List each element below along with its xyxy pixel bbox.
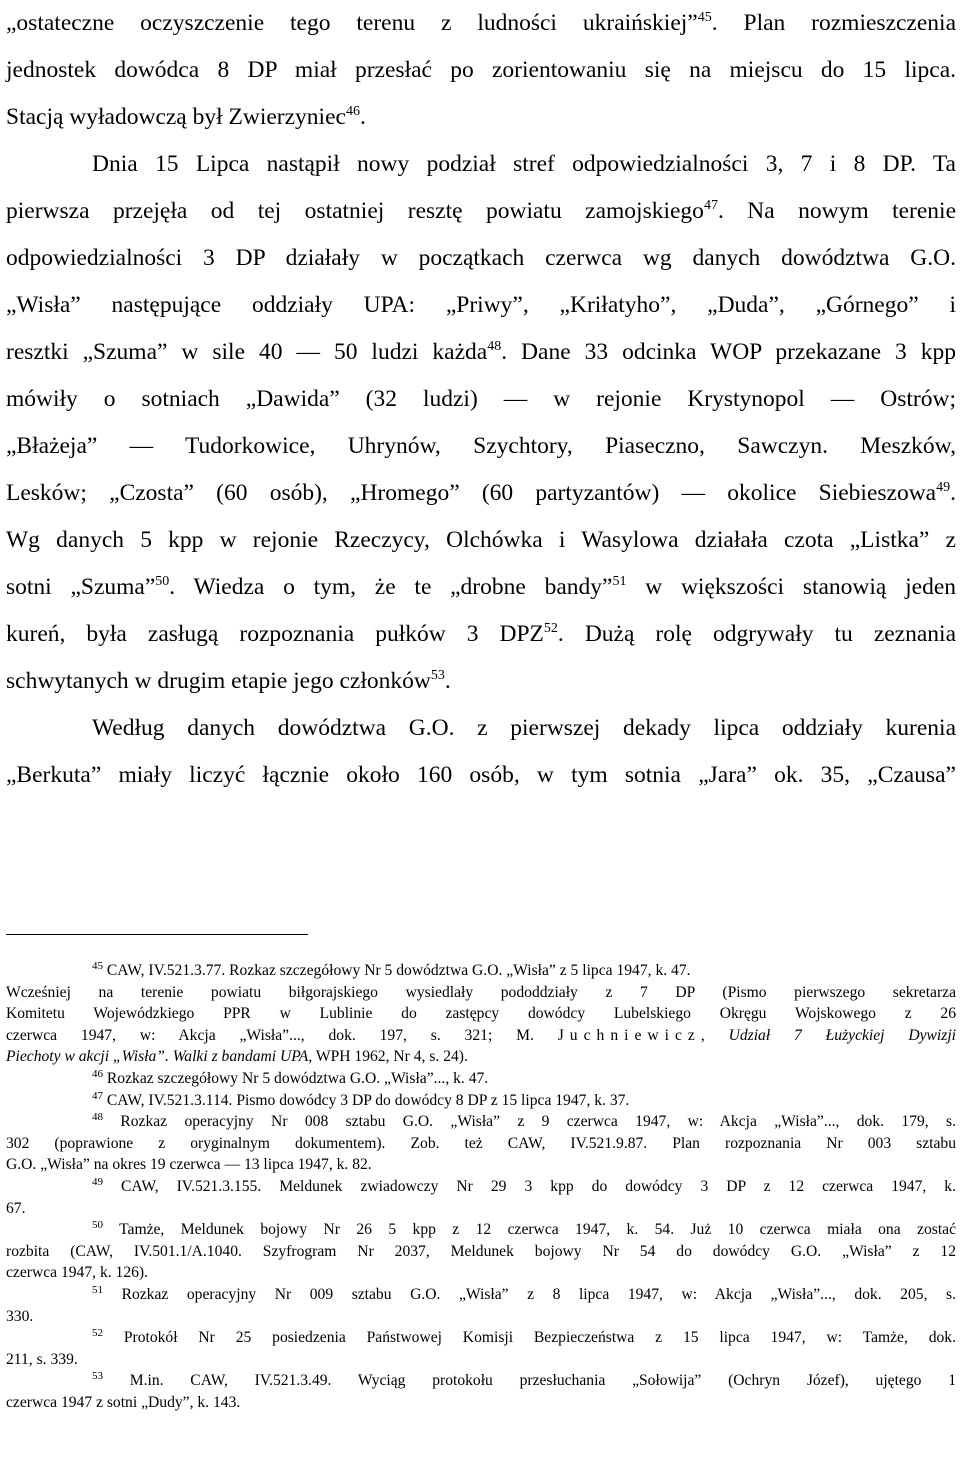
footnote-number: 48 — [92, 1111, 103, 1124]
author-name: Juchniewicz — [557, 1026, 701, 1044]
footnote-number: 51 — [92, 1283, 103, 1296]
footnote-number: 49 — [92, 1175, 103, 1188]
footnote-line: 211, s. 339. — [6, 1350, 78, 1368]
footnote-50: $^{50}$ Tamże, Meldunek bojowy Nr 26 5 kpp z 12 czerwca 1947, k. 54. Już 10 czerwca miała ona zostać — [92, 1219, 956, 1239]
body-line: „Błażeja” — Tudorkowice, Uhrynów, Szychtory, Piaseczno, Sawczyn. Meszków, — [6, 433, 956, 459]
body-line: schwytanych w drugim etapie jego członków$^{53}$. — [6, 668, 451, 694]
footnote-52: $^{52}$ Protokół Nr 25 posiedzenia Państwowej Komisji Bezpieczeństwa z 15 lipca 1947, w: Tamże, dok. — [92, 1327, 956, 1347]
body-line: resztki „Szuma” w sile 40 — 50 ludzi każda$^{48}$. Dane 33 odcinka WOP przekazane 3 kpp — [6, 339, 956, 365]
body-line: odpowiedzialności 3 DP działały w początkach czerwca wg danych dowództwa G.O. — [6, 245, 956, 271]
footnote-47: $^{47}$ CAW, IV.521.3.114. Pismo dowódcy 3 DP do dowódcy 8 DP z 15 lipca 1947, k. 37. — [92, 1089, 630, 1109]
footnote-line: czerwca 1947, k. 126). — [6, 1264, 149, 1282]
body-line: Wg danych 5 kpp w rejonie Rzeczycy, Olchówka i Wasylowa działała czota „Listka” z — [6, 527, 956, 553]
footnote-ref[interactable]: 49 — [936, 480, 951, 495]
footnote-ref[interactable]: 50 — [155, 574, 170, 589]
footnote-53: $^{53}$ M.in. CAW, IV.521.3.49. Wyciąg protokołu przesłuchania „Sołowija” (Ochryn Józef), ujętego 1 — [92, 1370, 956, 1390]
footnote-ref[interactable]: 45 — [697, 10, 712, 25]
footnote-number: 53 — [92, 1370, 103, 1383]
footnote-line: czerwca 1947 z sotni „Dudy”, k. 143. — [6, 1393, 241, 1411]
footnote-line: G.O. „Wisła” na okres 19 czerwca — 13 lipca 1947, k. 82. — [6, 1156, 372, 1174]
body-line: sotni „Szuma”$^{50}$. Wiedza o tym, że te „drobne bandy”$^{51}$ w większości stanowią jeden — [6, 574, 957, 600]
body-line: „Wisła” następujące oddziały UPA: „Priwy”, „Kriłatyho”, „Duda”, „Górnego” i — [6, 292, 956, 318]
body-line: pierwsza przejęła od tej ostatniej resztę powiatu zamojskiego$^{47}$. Na nowym terenie — [6, 198, 956, 224]
footnote-ref[interactable]: 51 — [612, 574, 627, 589]
footnote-number: 50 — [92, 1219, 103, 1232]
footnote-number: 45 — [92, 960, 103, 972]
body-line: kureń, była zasługą rozpoznania pułków 3 DPZ$^{52}$. Dużą rolę odgrywały tu zeznania — [6, 621, 956, 647]
footnote-number: 46 — [92, 1067, 103, 1080]
footnote-line: 67. — [6, 1199, 26, 1217]
footnote-49: $^{49}$ CAW, IV.521.3.155. Meldunek zwiadowczy Nr 29 3 kpp do dowódcy 3 DP z 12 czerwca 1947, k. — [92, 1175, 956, 1195]
footnote-ref[interactable]: 52 — [543, 621, 558, 636]
footnote-line: Piechoty w akcji „Wisła”. Walki z bandami UPA, WPH 1962, Nr 4, s. 24). — [6, 1048, 468, 1066]
body-line: Według danych dowództwa G.O. z pierwszej dekady lipca oddziały kurenia — [92, 715, 956, 741]
work-title: Udział 7 Łużyckiej Dywizji — [728, 1026, 957, 1044]
footnote-46: $^{46}$ Rozkaz szczegółowy Nr 5 dowództwa G.O. „Wisła”..., k. 47. — [92, 1067, 489, 1087]
footnote-51: $^{51}$ Rozkaz operacyjny Nr 009 sztabu G.O. „Wisła” z 8 lipca 1947, w: Akcja „Wisła”..., dok. 205, s. — [92, 1283, 956, 1303]
body-line: jednostek dowódca 8 DP miał przesłać po zorientowaniu się na miejscu do 15 lipca. — [6, 57, 956, 83]
footnote-line: Wcześniej na terenie powiatu biłgorajskiego wysiedlały pododdziały z 7 DP (Pismo pierwszego sekretarza — [6, 983, 956, 1001]
footnote-line: 302 (poprawione z oryginalnym dokumentem). Zob. też CAW, IV.521.9.87. Plan rozpoznania Nr 003 sztabu — [6, 1134, 956, 1152]
footnote-line: 330. — [6, 1307, 34, 1325]
footnote-ref[interactable]: 47 — [703, 198, 718, 213]
footnote-ref[interactable]: 53 — [430, 668, 445, 683]
footnote-48: $^{48}$ Rozkaz operacyjny Nr 008 sztabu G.O. „Wisła” z 9 czerwca 1947, w: Akcja „Wisła”..., dok. 179, s. — [92, 1111, 956, 1131]
footnote-ref[interactable]: 46 — [345, 104, 360, 119]
footnote-line: Komitetu Wojewódzkiego PPR w Lublinie do zastępcy dowódcy Lubelskiego Okręgu Wojskowego z 26 — [6, 1005, 956, 1023]
body-line: Lesków; „Czosta” (60 osób), „Hromego” (60 partyzantów) — okolice Siebieszowa$^{49}$. — [6, 480, 956, 506]
footnote-45: $^{45}$ CAW, IV.521.3.77. Rozkaz szczegółowy Nr 5 dowództwa G.O. „Wisła” z 5 lipca 1947, k. 47. — [92, 960, 691, 979]
footnotes — [6, 960, 956, 1413]
work-title: Piechoty w akcji „Wisła”. Walki z bandami UPA — [6, 1048, 309, 1066]
footnote-number: 52 — [92, 1327, 103, 1340]
body-line: mówiły o sotniach „Dawida” (32 ludzi) — w rejonie Krystynopol — Ostrów; — [6, 386, 956, 412]
footnote-line: rozbita (CAW, IV.501.1/A.1040. Szyfrogram Nr 2037, Meldunek bojowy Nr 54 do dowódcy G.O. „Wisła” z 12 — [6, 1242, 956, 1260]
body-line: „Berkuta” miały liczyć łącznie około 160 osób, w tym sotnia „Jara” ok. 35, „Czausa” — [6, 762, 956, 788]
body-line: Dnia 15 Lipca nastąpił nowy podział stref odpowiedzialności 3, 7 i 8 DP. Ta — [92, 151, 956, 177]
main-text — [6, 0, 956, 799]
footnote-number: 47 — [92, 1089, 103, 1102]
footnote-line: czerwca 1947, w: Akcja „Wisła”..., dok. 197, s. 321; M. Juchniewicz, Udział 7 Łużyckiej Dywizji — [6, 1026, 957, 1044]
footnote-separator — [6, 934, 308, 935]
body-line: Stacją wyładowczą był Zwierzyniec$^{46}$. — [6, 104, 366, 130]
body-line: „ostateczne oczyszczenie tego terenu z ludności ukraińskiej”$^{45}$. Plan rozmieszczenia — [6, 10, 956, 36]
footnote-ref[interactable]: 48 — [487, 339, 502, 354]
